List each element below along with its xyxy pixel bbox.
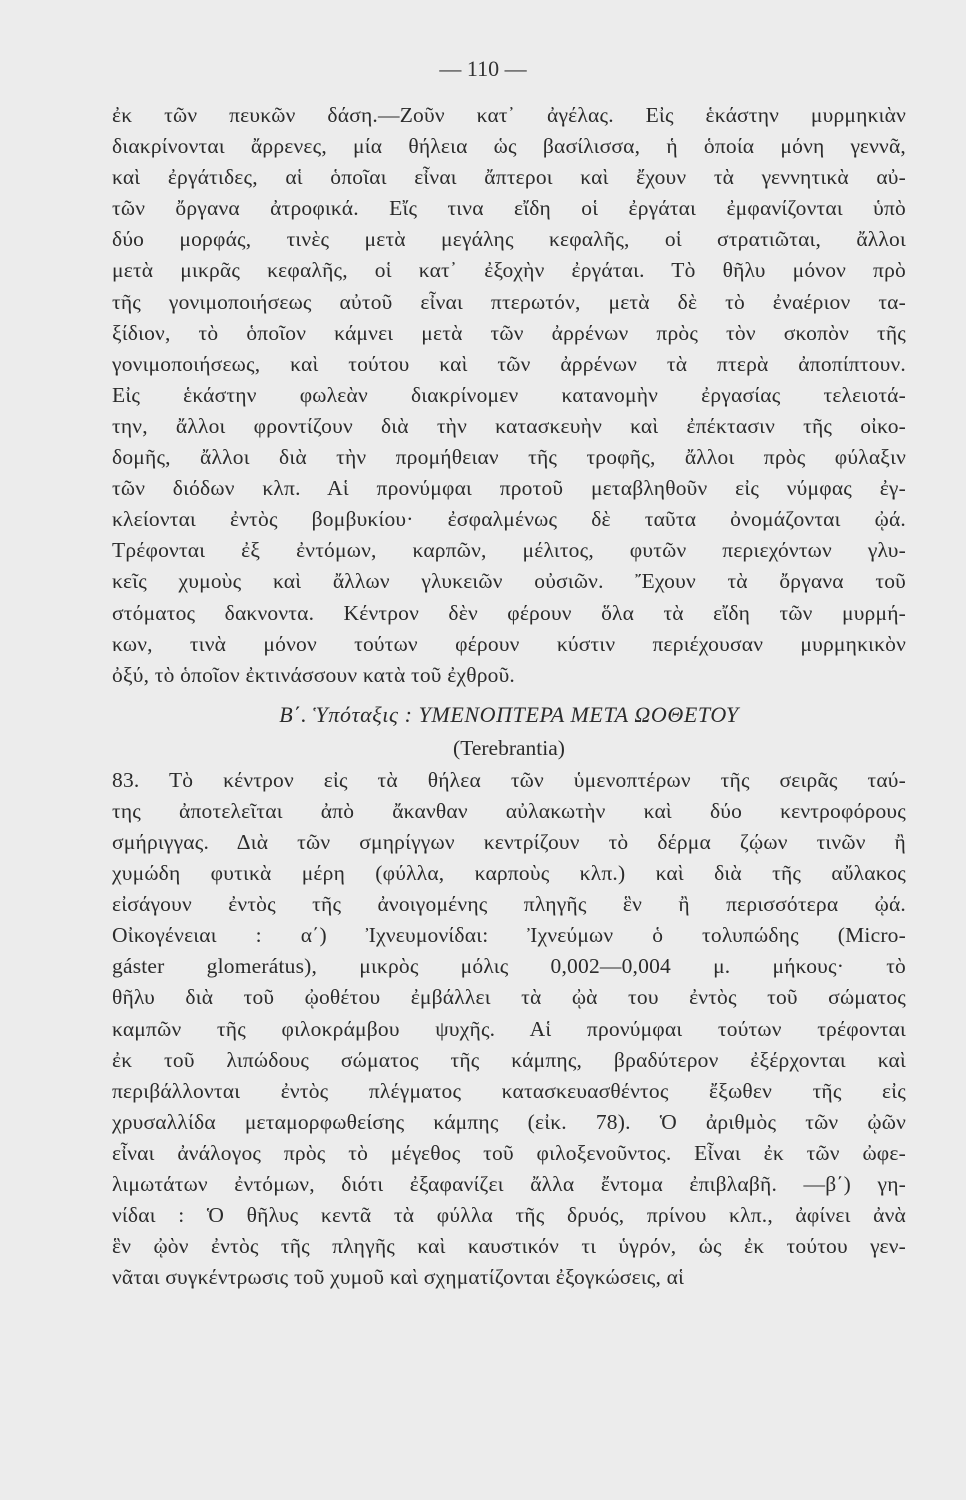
- text-line: δύο μορφάς, τινὲς μετὰ μεγάλης κεφαλῆς, οἱ στρατιῶται, ἄλλοι: [112, 227, 906, 252]
- text-line: ὀξύ, τὸ ὁποῖον ἐκτινάσσουν κατὰ τοῦ ἐχθροῦ.: [112, 662, 515, 687]
- text-line: λιμωτάτων ἐντόμων, διότι ἐξαφανίζει ἄλλα ἔντομα ἐπιβλαβῆ. —β΄) γη-: [112, 1172, 906, 1196]
- text-line: χυμώδη φυτικὰ μέρη (φύλλα, καρποὺς κλπ.) καὶ διὰ τῆς αὔλακος: [112, 861, 906, 886]
- text-line: 83. Τὸ κέντρον εἰς τὰ θήλεα τῶν ὑμενοπτέρων τῆς σειρᾶς ταύ-: [112, 767, 906, 792]
- text-line: κεῖς χυμοὺς καὶ ἄλλων γλυκειῶν οὐσιῶν. Ἔχουν τὰ ὄργανα τοῦ: [112, 569, 906, 594]
- text-line: γονιμοποιήσεως, καὶ τούτου καὶ τῶν ἀρρένων τὰ πτερὰ ἀποπίπτουν.: [112, 351, 906, 376]
- text-line: στόματος δακνοντα. Κέντρον δὲν φέρουν ὅλα τὰ εἴδη τῶν μυρμή-: [112, 600, 906, 625]
- text-line: Τρέφονται ἐξ ἐντόμων, καρπῶν, μέλιτος, φυτῶν περιεχόντων γλυ-: [112, 538, 906, 563]
- text-line: κων, τινὰ μόνον τούτων φέρουν κύστιν περιέχουσαν μυρμηκικὸν: [112, 631, 906, 656]
- text-line: κλείονται ἐντὸς βομβυκίου· ἐσφαλμένως δὲ ταῦτα ὀνομάζονται ᾠά.: [112, 507, 906, 532]
- text-line: τῶν ὄργανα ἀτροφικά. Εἴς τινα εἴδη οἱ ἐργάται ἐμφανίζονται ὑπὸ: [112, 196, 906, 221]
- text-line: τῆς γονιμοποιήσεως αὐτοῦ εἶναι πτερωτόν, μετὰ δὲ τὸ ἐναέριον τα-: [112, 289, 906, 314]
- page-number: — 110 —: [439, 56, 527, 81]
- text-line: δομῆς, ἄλλοι διὰ τὴν προμήθειαν τῆς τροφῆς, ἄλλοι πρὸς φύλαξιν: [112, 445, 906, 470]
- text-line: την, ἄλλοι φροντίζουν διὰ τὴν κατασκευὴν καὶ ἐπέκτασιν τῆς οἰκο-: [112, 413, 906, 438]
- text-line: εἶναι ἀνάλογος πρὸς τὸ μέγεθος τοῦ φιλοξενοῦντος. Εἶναι ἐκ τῶν ὠφε-: [112, 1140, 906, 1165]
- text-line: ἓν ᾠὸν ἐντὸς τῆς πληγῆς καὶ καυστικόν τι ὑγρόν, ὡς ἐκ τούτου γεν-: [112, 1234, 906, 1259]
- text-line: τῶν διόδων κλπ. Αἱ προνύμφαι προτοῦ μεταβληθοῦν εἰς νύμφας ἐγ-: [112, 476, 906, 501]
- text-line: νᾶται συγκέντρωσις τοῦ χυμοῦ καὶ σχηματίζονται ἐξογκώσεις, αἱ: [112, 1265, 685, 1290]
- text-line: καὶ ἐργάτιδες, αἱ ὁποῖαι εἶναι ἄπτεροι καὶ ἔχουν τὰ γεννητικὰ αὐ-: [112, 165, 906, 190]
- text-line: ἐκ τοῦ λιπώδους σώματος τῆς κάμπης, βραδύτερον ἐξέρχονται καὶ: [112, 1047, 906, 1072]
- text-line: gáster glomerátus), μικρὸς μόλις 0,002—0,004 μ. μήκους· τὸ: [112, 954, 906, 979]
- text-line: εἰσάγουν ἐντὸς τῆς ἀνοιγομένης πληγῆς ἓν ἢ περισσότερα ᾠά.: [112, 892, 906, 917]
- section-heading: Β΄. Ὑπόταξις : ΥΜΕΝΟΠΤΕΡΑ ΜΕΤΑ ΩΟΘΕΤΟΥ: [279, 701, 739, 727]
- text-line: θῆλυ διὰ τοῦ ᾠοθέτου ἐμβάλλει τὰ ᾠὰ του ἐντὸς τοῦ σώματος: [112, 985, 906, 1010]
- text-line: ἐκ τῶν πευκῶν δάση.—Ζοῦν κατ᾽ ἀγέλας. Εἰς ἑκάστην μυρμηκιὰν: [112, 103, 906, 127]
- section-subheading: (Terebrantia): [453, 735, 565, 760]
- body-text: [112, 100, 906, 1293]
- text-line: Εἰς ἑκάστην φωλεὰν διακρίνομεν κατανομὴν ἐργασίας τελειοτά-: [112, 382, 906, 407]
- text-line: ξίδιον, τὸ ὁποῖον κάμνει μετὰ τῶν ἀρρένων πρὸς τὸν σκοπὸν τῆς: [112, 320, 906, 345]
- text-line: της ἀποτελεῖται ἀπὸ ἄκανθαν αὐλακωτὴν καὶ δύο κεντροφόρους: [112, 798, 906, 823]
- text-line: μετὰ μικρᾶς κεφαλῆς, οἱ κατ᾽ ἐξοχὴν ἐργάται. Τὸ θῆλυ μόνον πρὸ: [112, 258, 906, 283]
- text-line: νίδαι : Ὁ θῆλυς κεντᾶ τὰ φύλλα τῆς δρυός, πρίνου κλπ., ἀφίνει ἀνὰ: [112, 1203, 906, 1228]
- paragraph-ants: [112, 100, 906, 691]
- text-line: Οἰκογένειαι : α΄) Ἰχνευμονίδαι: Ἰχνεύμων ὁ τολυπώδης (Micro-: [112, 923, 906, 948]
- paragraph-terebrantia: [112, 765, 906, 1294]
- text-line: σμήριγγας. Διὰ τῶν σμηρίγγων κεντρίζουν τὸ δέρμα ζῴων τινῶν ἢ: [112, 829, 906, 854]
- text-line: περιβάλλονται ἐντὸς πλέγματος κατασκευασθέντος ἔξωθεν τῆς εἰς: [112, 1078, 906, 1103]
- text-line: καμπῶν τῆς φιλοκράμβου ψυχῆς. Αἱ προνύμφαι τούτων τρέφονται: [112, 1016, 906, 1041]
- text-line: διακρίνονται ἄρρενες, μία θήλεια ὡς βασίλισσα, ἡ ὁποία μόνη γεννᾶ,: [112, 134, 906, 159]
- text-line: χρυσαλλίδα μεταμορφωθείσης κάμπης (εἰκ. 78). Ὁ ἀριθμὸς τῶν ᾠῶν: [112, 1109, 906, 1134]
